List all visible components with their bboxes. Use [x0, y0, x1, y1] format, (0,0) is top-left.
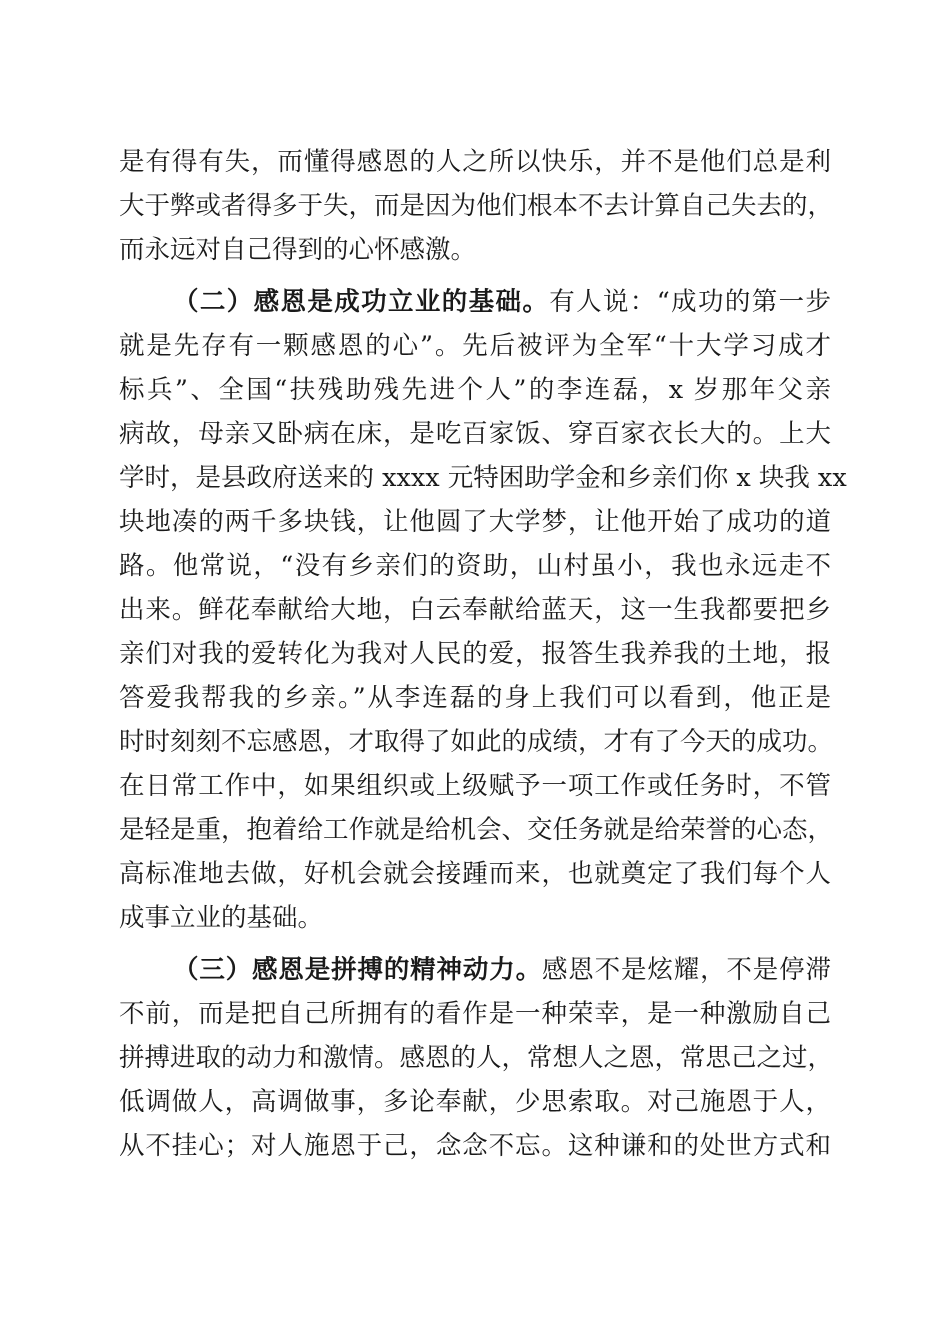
- paragraph-2-line: 在日常工作中，如果组织或上级赋予一项工作或任务时，不管: [119, 771, 831, 801]
- paragraph-3-line: 从不挂心；对人施恩于己，念念不忘。这种谦和的处世方式和: [119, 1131, 831, 1161]
- paragraph-2-line: 答爱我帮我的乡亲。”从李连磊的身上我们可以看到，他正是: [119, 683, 831, 713]
- paragraph-3-first-line: [173, 948, 831, 992]
- paragraph-3-line: 低调做人，高调做事，多论奉献，少思索取。对己施恩于人，: [119, 1087, 831, 1117]
- paragraph-2-line: 亲们对我的爱转化为我对人民的爱，报答生我养我的土地，报: [119, 639, 831, 669]
- paragraph-2-line: 路。他常说，“没有乡亲们的资助，山村虽小，我也永远走不: [119, 551, 831, 581]
- paragraph-3-line: 不前，而是把自己所拥有的看作是一种荣幸，是一种激励自己: [119, 999, 831, 1029]
- paragraph-2-line: 出来。鲜花奉献给大地，白云奉献给蓝天，这一生我都要把乡: [119, 595, 831, 625]
- section-heading-3: （三）感恩是拼搏的精神动力。: [173, 955, 542, 985]
- paragraph-2-line: 成事立业的基础。: [119, 903, 324, 933]
- paragraph-1-line-2: 大于弊或者得多于失，而是因为他们根本不去计算自己失去的，: [119, 191, 834, 221]
- paragraph-2-line: 高标准地去做，好机会就会接踵而来，也就奠定了我们每个人: [119, 859, 831, 889]
- paragraph-2-line: 就是先存有一颗感恩的心”。先后被评为全军“十大学习成才: [119, 331, 831, 361]
- paragraph-3-line: 拼搏进取的动力和激情。感恩的人，常想人之恩，常思己之过，: [119, 1043, 834, 1073]
- paragraph-2-line: 学时，是县政府送来的 xxxx 元特困助学金和乡亲们你 x 块我 xx: [119, 463, 847, 493]
- paragraph-1-line-1: 是有得有失，而懂得感恩的人之所以快乐，并不是他们总是利: [119, 147, 831, 177]
- paragraph-2-line: 时时刻刻不忘感恩，才取得了如此的成绩，才有了今天的成功。: [119, 727, 834, 757]
- paragraph-2-line: 是轻是重，抱着给工作就是给机会、交任务就是给荣誉的心态，: [119, 815, 834, 845]
- section-heading-2: （二）感恩是成功立业的基础。: [173, 287, 550, 317]
- paragraph-3-first-line-text: 感恩不是炫耀，不是停滞: [541, 955, 831, 985]
- paragraph-1-line-3: 而永远对自己得到的心怀感激。: [119, 235, 477, 265]
- paragraph-2-line: 块地凑的两千多块钱，让他圆了大学梦，让他开始了成功的道: [119, 507, 831, 537]
- paragraph-2-line: 标兵”、全国“扶残助残先进个人”的李连磊，x 岁那年父亲: [119, 375, 831, 405]
- paragraph-2-line: 病故，母亲又卧病在床，是吃百家饭、穿百家衣长大的。上大: [119, 419, 831, 449]
- paragraph-2-first-line: [173, 280, 831, 324]
- paragraph-2-first-line-text: 有人说：“成功的第一步: [549, 287, 831, 317]
